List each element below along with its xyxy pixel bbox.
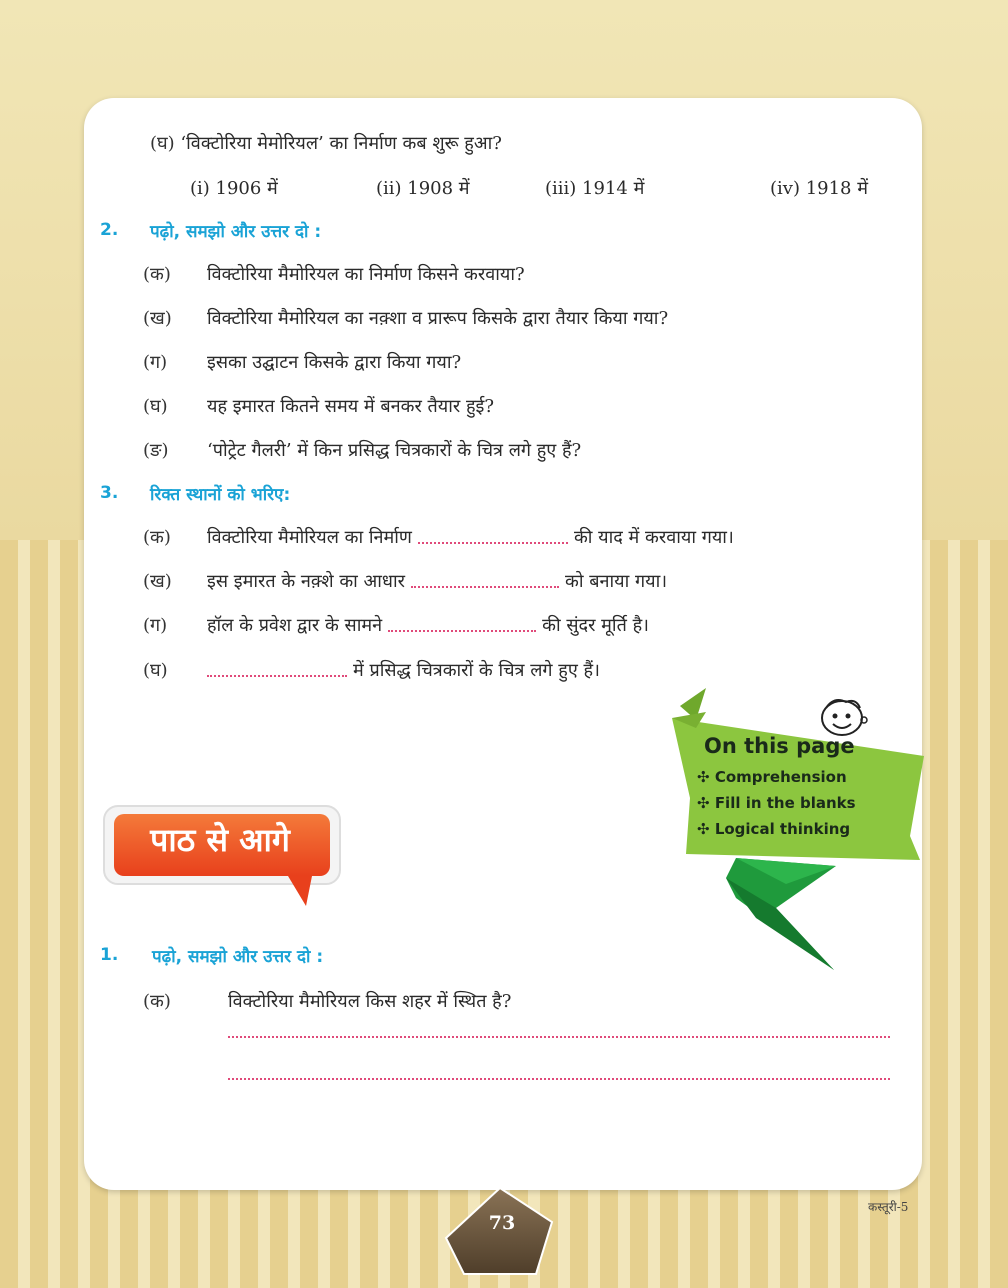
list-item [143,989,511,1013]
blank-suffix: की सुंदर मूर्ति है। [542,615,649,636]
list-item [143,438,581,462]
blank-prefix: हॉल के प्रवेश द्वार के सामने [207,615,383,636]
option-i: (i) 1906 में [190,178,278,199]
item-text: यह इमारत कितने समय में बनकर तैयार हुई? [207,396,495,417]
section-heading: पढ़ो, समझो और उत्तर दो : [152,947,324,967]
item-marker: (ङ) [143,440,169,461]
list-item [143,262,525,286]
item-text: विक्टोरिया मैमोरियल का नक़्शा व प्रारूप किसके द्वारा तैयार किया गया? [207,308,669,329]
item-text: विक्टोरिया मैमोरियल किस शहर में स्थित है? [228,991,512,1012]
blank-suffix: में प्रसिद्ध चित्रकारों के चित्र लगे हुए हैं। [353,660,600,681]
option-iii: (iii) 1914 में [545,178,645,199]
blank-line[interactable] [388,620,536,632]
info-item-fill-blanks: ✣ Fill in the blanks [697,794,856,812]
question-marker: (घ) [150,133,175,154]
list-item [143,394,494,418]
item-marker: (क) [143,991,171,1012]
list-item [143,350,461,374]
bullet-icon: ✣ [697,794,710,812]
item-text: विक्टोरिया मैमोरियल का निर्माण किसने करवाया? [207,264,525,285]
item-marker: (घ) [143,396,168,417]
question-gha [150,131,502,155]
question-text: ‘विक्टोरिया मेमोरियल’ का निर्माण कब शुरू हुआ? [180,133,502,154]
blank-line[interactable] [207,665,347,677]
footer-book-title: कस्तूरी-5 [868,1200,909,1214]
option-iv: (iv) 1918 में [770,178,868,199]
section-heading: पढ़ो, समझो और उत्तर दो : [150,222,322,242]
item-marker: (ग) [143,352,168,373]
fill-blank-item [143,658,600,682]
bullet-icon: ✣ [697,820,710,838]
item-marker: (क) [143,264,171,285]
item-text: ‘पोट्रेट गैलरी’ में किन प्रसिद्ध चित्रकारों के चित्र लगे हुए हैं? [207,440,582,461]
list-item [143,306,668,330]
page-number: 73 [488,1212,516,1234]
section-number: 1. [100,945,119,965]
section-number: 3. [100,483,119,503]
fill-blank-item [143,613,649,637]
blank-suffix: की याद में करवाया गया। [573,527,734,548]
item-marker: (ख) [143,571,172,592]
blank-prefix: विक्टोरिया मैमोरियल का निर्माण [207,527,412,548]
item-text: इसका उद्घाटन किसके द्वारा किया गया? [207,352,462,373]
blank-prefix: इस इमारत के नक़्शे का आधार [207,571,406,592]
section-number: 2. [100,220,119,240]
item-marker: (घ) [143,660,168,681]
answer-line[interactable] [228,1036,890,1038]
blank-line[interactable] [411,576,559,588]
item-marker: (ग) [143,615,168,636]
bullet-icon: ✣ [697,768,710,786]
info-title: On this page [704,734,855,758]
info-item-comprehension: ✣ Comprehension [697,768,847,786]
info-item-logical-thinking: ✣ Logical thinking [697,820,851,838]
item-marker: (क) [143,527,171,548]
blank-line[interactable] [418,532,568,544]
fill-blank-item [143,525,734,549]
section-heading: रिक्त स्थानों को भरिए: [150,485,291,505]
answer-line[interactable] [228,1078,890,1080]
section-tag-text: पाठ से आगे [150,821,290,859]
fill-blank-item [143,569,667,593]
item-marker: (ख) [143,308,172,329]
blank-suffix: को बनाया गया। [565,571,668,592]
option-ii: (ii) 1908 में [376,178,470,199]
